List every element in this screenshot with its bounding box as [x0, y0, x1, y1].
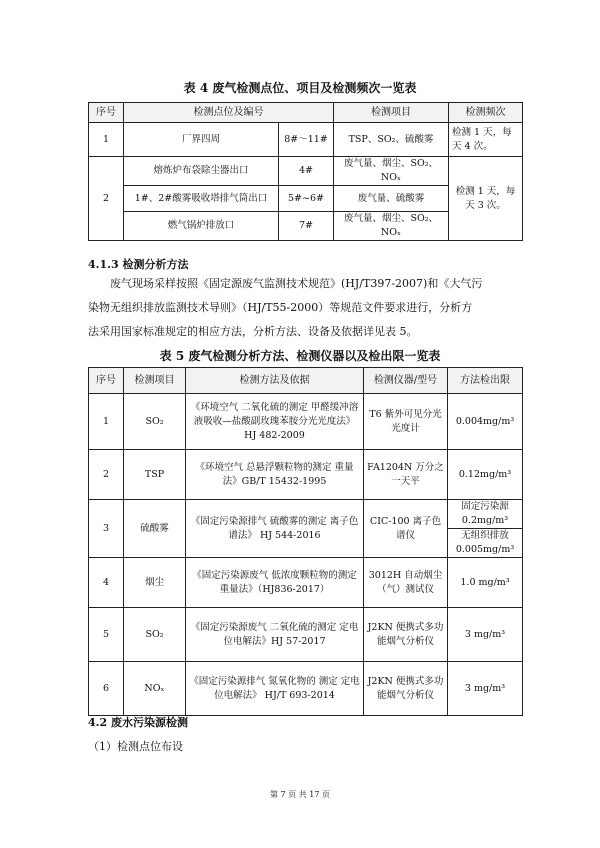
method-cell: 《固定污染源废气 二氧化硫的测定 定电位电解法》HJ 57-2017	[186, 608, 364, 662]
header-cell: 序号	[89, 103, 124, 123]
limit-cell	[448, 500, 523, 558]
item-cell: NOₓ	[124, 662, 186, 716]
items-cell: TSP、SO₂、硫酸雾	[334, 123, 449, 157]
method-cell: 《固定污染源排气 氮氧化物的 测定 定电位电解法》 HJ/T 693-2014	[186, 662, 364, 716]
table-row	[89, 558, 523, 608]
header-cell: 检测仪器/型号	[364, 368, 448, 394]
code-cell: 4#	[279, 157, 334, 186]
limit-cell: 3 mg/m³	[448, 608, 523, 662]
method-cell: 《固定污染源排气 硫酸雾的测定 离子色谱法》 HJ 544-2016	[186, 500, 364, 558]
table4	[88, 102, 523, 241]
freq-cell: 检测 1 天，每天 4 次。	[449, 123, 523, 157]
header-cell: 检测点位及编号	[124, 103, 334, 123]
instrument-cell: CIC-100 离子色谱仪	[364, 500, 448, 558]
table-row	[89, 500, 523, 558]
code-cell: 8#～11#	[279, 123, 334, 157]
instrument-cell: J2KN 便携式多功能烟气分析仪	[364, 662, 448, 716]
item-cell: SO₂	[124, 394, 186, 450]
limit-unorganized: 无组织排放 0.005mg/m³	[448, 528, 522, 557]
subsection-heading: （1）检测点位布设	[88, 740, 183, 753]
limit-cell: 0.004mg/m³	[448, 394, 523, 450]
point-cell: 厂界四周	[124, 123, 279, 157]
header-cell: 检测方法及依据	[186, 368, 364, 394]
table-row	[89, 608, 523, 662]
point-cell: 1#、2#酸雾吸收塔排气筒出口	[124, 186, 279, 212]
row-number: 2	[89, 450, 124, 500]
table-header-row	[89, 368, 523, 394]
items-cell: 废气量、硫酸雾	[334, 186, 449, 212]
instrument-cell: T6 紫外可见分光光度计	[364, 394, 448, 450]
freq-cell: 检测 1 天，每天 3 次。	[449, 157, 523, 241]
row-number: 5	[89, 608, 124, 662]
code-cell: 7#	[279, 212, 334, 241]
items-cell: 废气量、烟尘、SO₂、NOₓ	[334, 157, 449, 186]
table5	[88, 367, 523, 716]
table4-title: 表 4 废气检测点位、项目及检测频次一览表	[183, 81, 417, 95]
header-cell: 检测项目	[334, 103, 449, 123]
section-heading: 4.1.3 检测分析方法	[88, 258, 189, 271]
method-cell: 《环境空气 二氧化硫的测定 甲醛缓冲溶液吸收—盐酸副玫瑰苯胺分光光度法》HJ 482-2009	[186, 394, 364, 450]
method-cell: 《环境空气 总悬浮颗粒物的测定 重量法》GB/T 15432-1995	[186, 450, 364, 500]
instrument-cell: J2KN 便携式多功能烟气分析仪	[364, 608, 448, 662]
table-row	[89, 450, 523, 500]
table5-title: 表 5 废气检测分析方法、检测仪器以及检出限一览表	[159, 349, 441, 363]
limit-cell: 1.0 mg/m³	[448, 558, 523, 608]
point-cell: 熔炼炉布袋除尘器出口	[124, 157, 279, 186]
instrument-cell: FA1204N 万分之一天平	[364, 450, 448, 500]
table-header-row	[89, 103, 523, 123]
header-cell: 方法检出限	[448, 368, 523, 394]
limit-fixed-source: 固定污染源 0.2mg/m³	[461, 501, 509, 526]
item-cell: 烟尘	[124, 558, 186, 608]
instrument-cell: 3012H 自动烟尘（气）测试仪	[364, 558, 448, 608]
table-row	[89, 662, 523, 716]
table-row	[89, 394, 523, 450]
paragraph-line: 法采用国家标准规定的相应方法，分析方法、设备及依据详见表 5。	[88, 325, 418, 338]
item-cell: SO₂	[124, 608, 186, 662]
section-heading: 4.2 废水污染源检测	[88, 716, 188, 729]
point-cell: 燃气锅炉排放口	[124, 212, 279, 241]
table-row	[89, 157, 523, 186]
row-number: 1	[89, 123, 124, 157]
paragraph-line: 染物无组织排放监测技术导则》（HJ/T55-2000）等规范文件要求进行，分析方	[88, 301, 473, 314]
limit-cell: 3 mg/m³	[448, 662, 523, 716]
item-cell: 硫酸雾	[124, 500, 186, 558]
row-number: 1	[89, 394, 124, 450]
item-cell: TSP	[124, 450, 186, 500]
code-cell: 5#~6#	[279, 186, 334, 212]
table-row	[89, 123, 523, 157]
method-cell: 《固定污染源废气 低浓度颗粒物的测定 重量法》（HJ836-2017）	[186, 558, 364, 608]
header-cell: 检测项目	[124, 368, 186, 394]
header-cell: 序号	[89, 368, 124, 394]
header-cell: 检测频次	[449, 103, 523, 123]
limit-cell: 0.12mg/m³	[448, 450, 523, 500]
row-number: 3	[89, 500, 124, 558]
row-number: 2	[89, 157, 124, 241]
paragraph	[88, 272, 522, 344]
items-cell: 废气量、烟尘、SO₂、NOₓ	[334, 212, 449, 241]
row-number: 6	[89, 662, 124, 716]
paragraph-line: 废气现场采样按照《固定源废气监测技术规范》(HJ/T397-2007)和《大气污	[110, 277, 483, 290]
row-number: 4	[89, 558, 124, 608]
page-footer: 第 7 页 共 17 页	[270, 790, 330, 799]
